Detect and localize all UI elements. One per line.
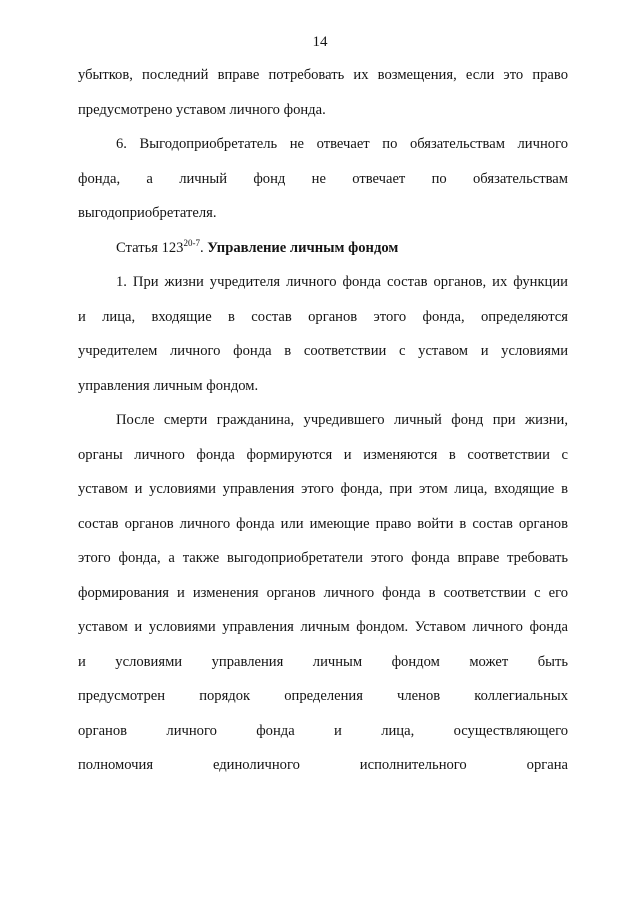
text-line: уставом и условиями управления этого фонда, при этом лица, входящие в bbox=[78, 481, 568, 497]
article-number-superscript: 20-7 bbox=[183, 237, 200, 248]
text-line: уставом и условиями управления личным фондом. Уставом личного фонда bbox=[78, 619, 568, 635]
text-line: состав органов личного фонда или имеющие право войти в состав органов bbox=[78, 515, 568, 532]
text-line: После смерти гражданина, учредившего личный фонд при жизни, bbox=[116, 412, 568, 428]
text-line: органов личного фонда и лица, осуществляющего bbox=[78, 722, 568, 739]
article-heading bbox=[78, 231, 568, 266]
text-line: управления личным фондом. bbox=[78, 377, 259, 394]
text-line: полномочия единоличного исполнительного органа bbox=[78, 757, 568, 773]
document-body bbox=[78, 58, 568, 783]
text-line: и лица, входящие в состав органов этого фонда, определяются bbox=[78, 308, 568, 325]
text-line: предусмотрено уставом личного фонда. bbox=[78, 101, 326, 118]
text-line: 1. При жизни учредителя личного фонда состав органов, их функции bbox=[116, 274, 568, 290]
text-line: 6. Выгодоприобретатель не отвечает по обязательствам личного bbox=[116, 136, 568, 152]
text-line: этого фонда, а также выгодоприобретатели этого фонда вправе требовать bbox=[78, 550, 568, 566]
article-title: Управление личным фондом bbox=[207, 239, 399, 256]
text-line: предусмотрен порядок определения членов коллегиальных bbox=[78, 688, 568, 704]
text-line: убытков, последний вправе потребовать их возмещения, если это право bbox=[78, 67, 568, 83]
text-line: и условиями управления личным фондом может быть bbox=[78, 653, 568, 670]
text-line: формирования и изменения органов личного фонда в соответствии с его bbox=[78, 584, 568, 601]
text-line: органы личного фонда формируются и изменяются в соответствии с bbox=[78, 446, 568, 463]
page-number: 14 bbox=[312, 34, 328, 50]
text-line: учредителем личного фонда в соответствии с уставом и условиями bbox=[78, 343, 568, 359]
text-line: фонда, а личный фонд не отвечает по обязательствам bbox=[78, 170, 568, 187]
article-number: Статья 123$^{20-7}$. bbox=[116, 237, 204, 256]
text-line: выгодоприобретателя. bbox=[78, 205, 217, 221]
